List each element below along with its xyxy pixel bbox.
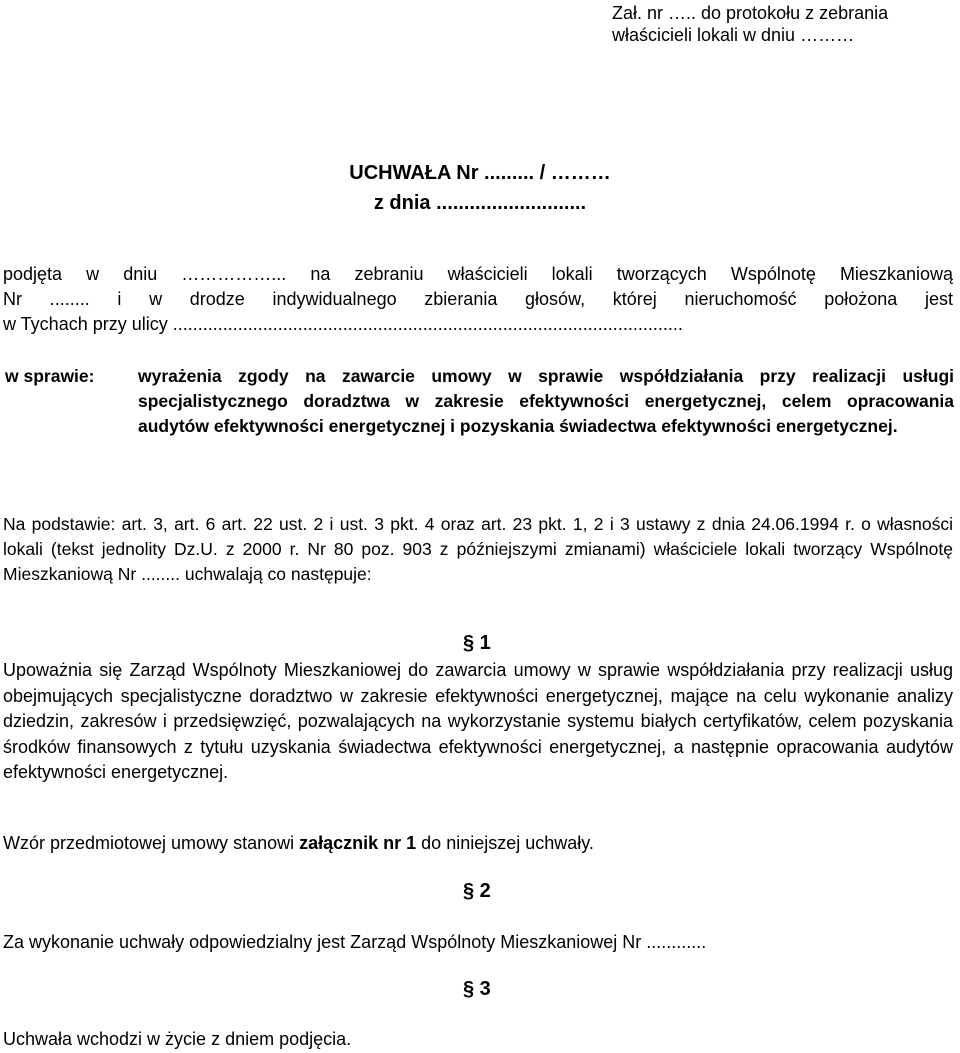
section-1-sign: § 1 [463,632,491,654]
intro-line-2: Nr ........ i w drodze indywidualnego zbierania głosów, której nieruchomość położona jest [3,289,953,309]
section-1-text: Upoważnia się Zarząd Wspólnoty Mieszkaniowej do zawarcia umowy w sprawie współdziałania przy realizacji usług obejmujących specjalistyczne doradztwo w zakresie efektywności energetycznej, mające na celu wykonanie analizy dziedzin, zakresów i przedsięwzięć, pozwalających na wykorzystanie systemu białych certyfikatów, celem pozyskania środków finansowych z tytułu uzyskania świadectwa efektywności energetycznej, a następnie opracowania audytów efektywności energetycznej. [3,660,953,782]
legal-basis: Na podstawie: art. 3, art. 6 art. 22 ust. 2 i ust. 3 pkt. 4 oraz art. 23 pkt. 1, 2 i 3 ustawy z dnia 24.06.1994 r. o własności lokali (tekst jednolity Dz.U. z 2000 r. Nr 80 poz. 903 z późniejszymi zmianami) właściciele lokali tworzący Wspólnotę Mieszkaniową Nr ........ uchwalają co następuje: [3,514,953,584]
attachment-note-post: do niniejszej uchwały. [416,833,594,853]
section-3-sign: § 3 [463,978,491,1000]
intro-paragraph [3,262,953,337]
resolution-date: z dnia ........................... [373,192,587,214]
intro-line-1: podjęta w dniu ……………... na zebraniu właścicieli lokali tworzących Wspólnotę Mieszkaniową [3,264,953,284]
header-note-line-2: właścicieli lokali w dniu ……… [612,25,855,45]
resolution-number: UCHWAŁA Nr ......... / ……… [349,162,611,184]
section-2-sign: § 2 [463,880,491,902]
header-note-line-1: Zał. nr ….. do protokołu z zebrania [612,3,889,23]
subject-label: w sprawie: [5,366,95,386]
header-note [612,2,952,46]
section-2-text: Za wykonanie uchwały odpowiedzialny jest Zarząd Wspólnoty Mieszkaniowej Nr ............ [3,932,707,952]
section-3-text: Uchwała wchodzi w życie z dniem podjęcia. [3,1029,352,1049]
subject-text: wyrażenia zgody na zawarcie umowy w sprawie współdziałania przy realizacji usługi specjalistycznego doradztwa w zakresie efektywności energetycznej, celem opracowania audytów efektywności energetycznej i pozyskania świadectwa efektywności energetycznej. [138,366,954,436]
attachment-reference: załącznik nr 1 [299,833,417,853]
attachment-note-pre: Wzór przedmiotowej umowy stanowi [3,833,300,853]
intro-line-3: w Tychach przy ulicy ...................................................................................................... [3,314,683,334]
attachment-note [3,831,953,857]
resolution-title [0,158,960,218]
